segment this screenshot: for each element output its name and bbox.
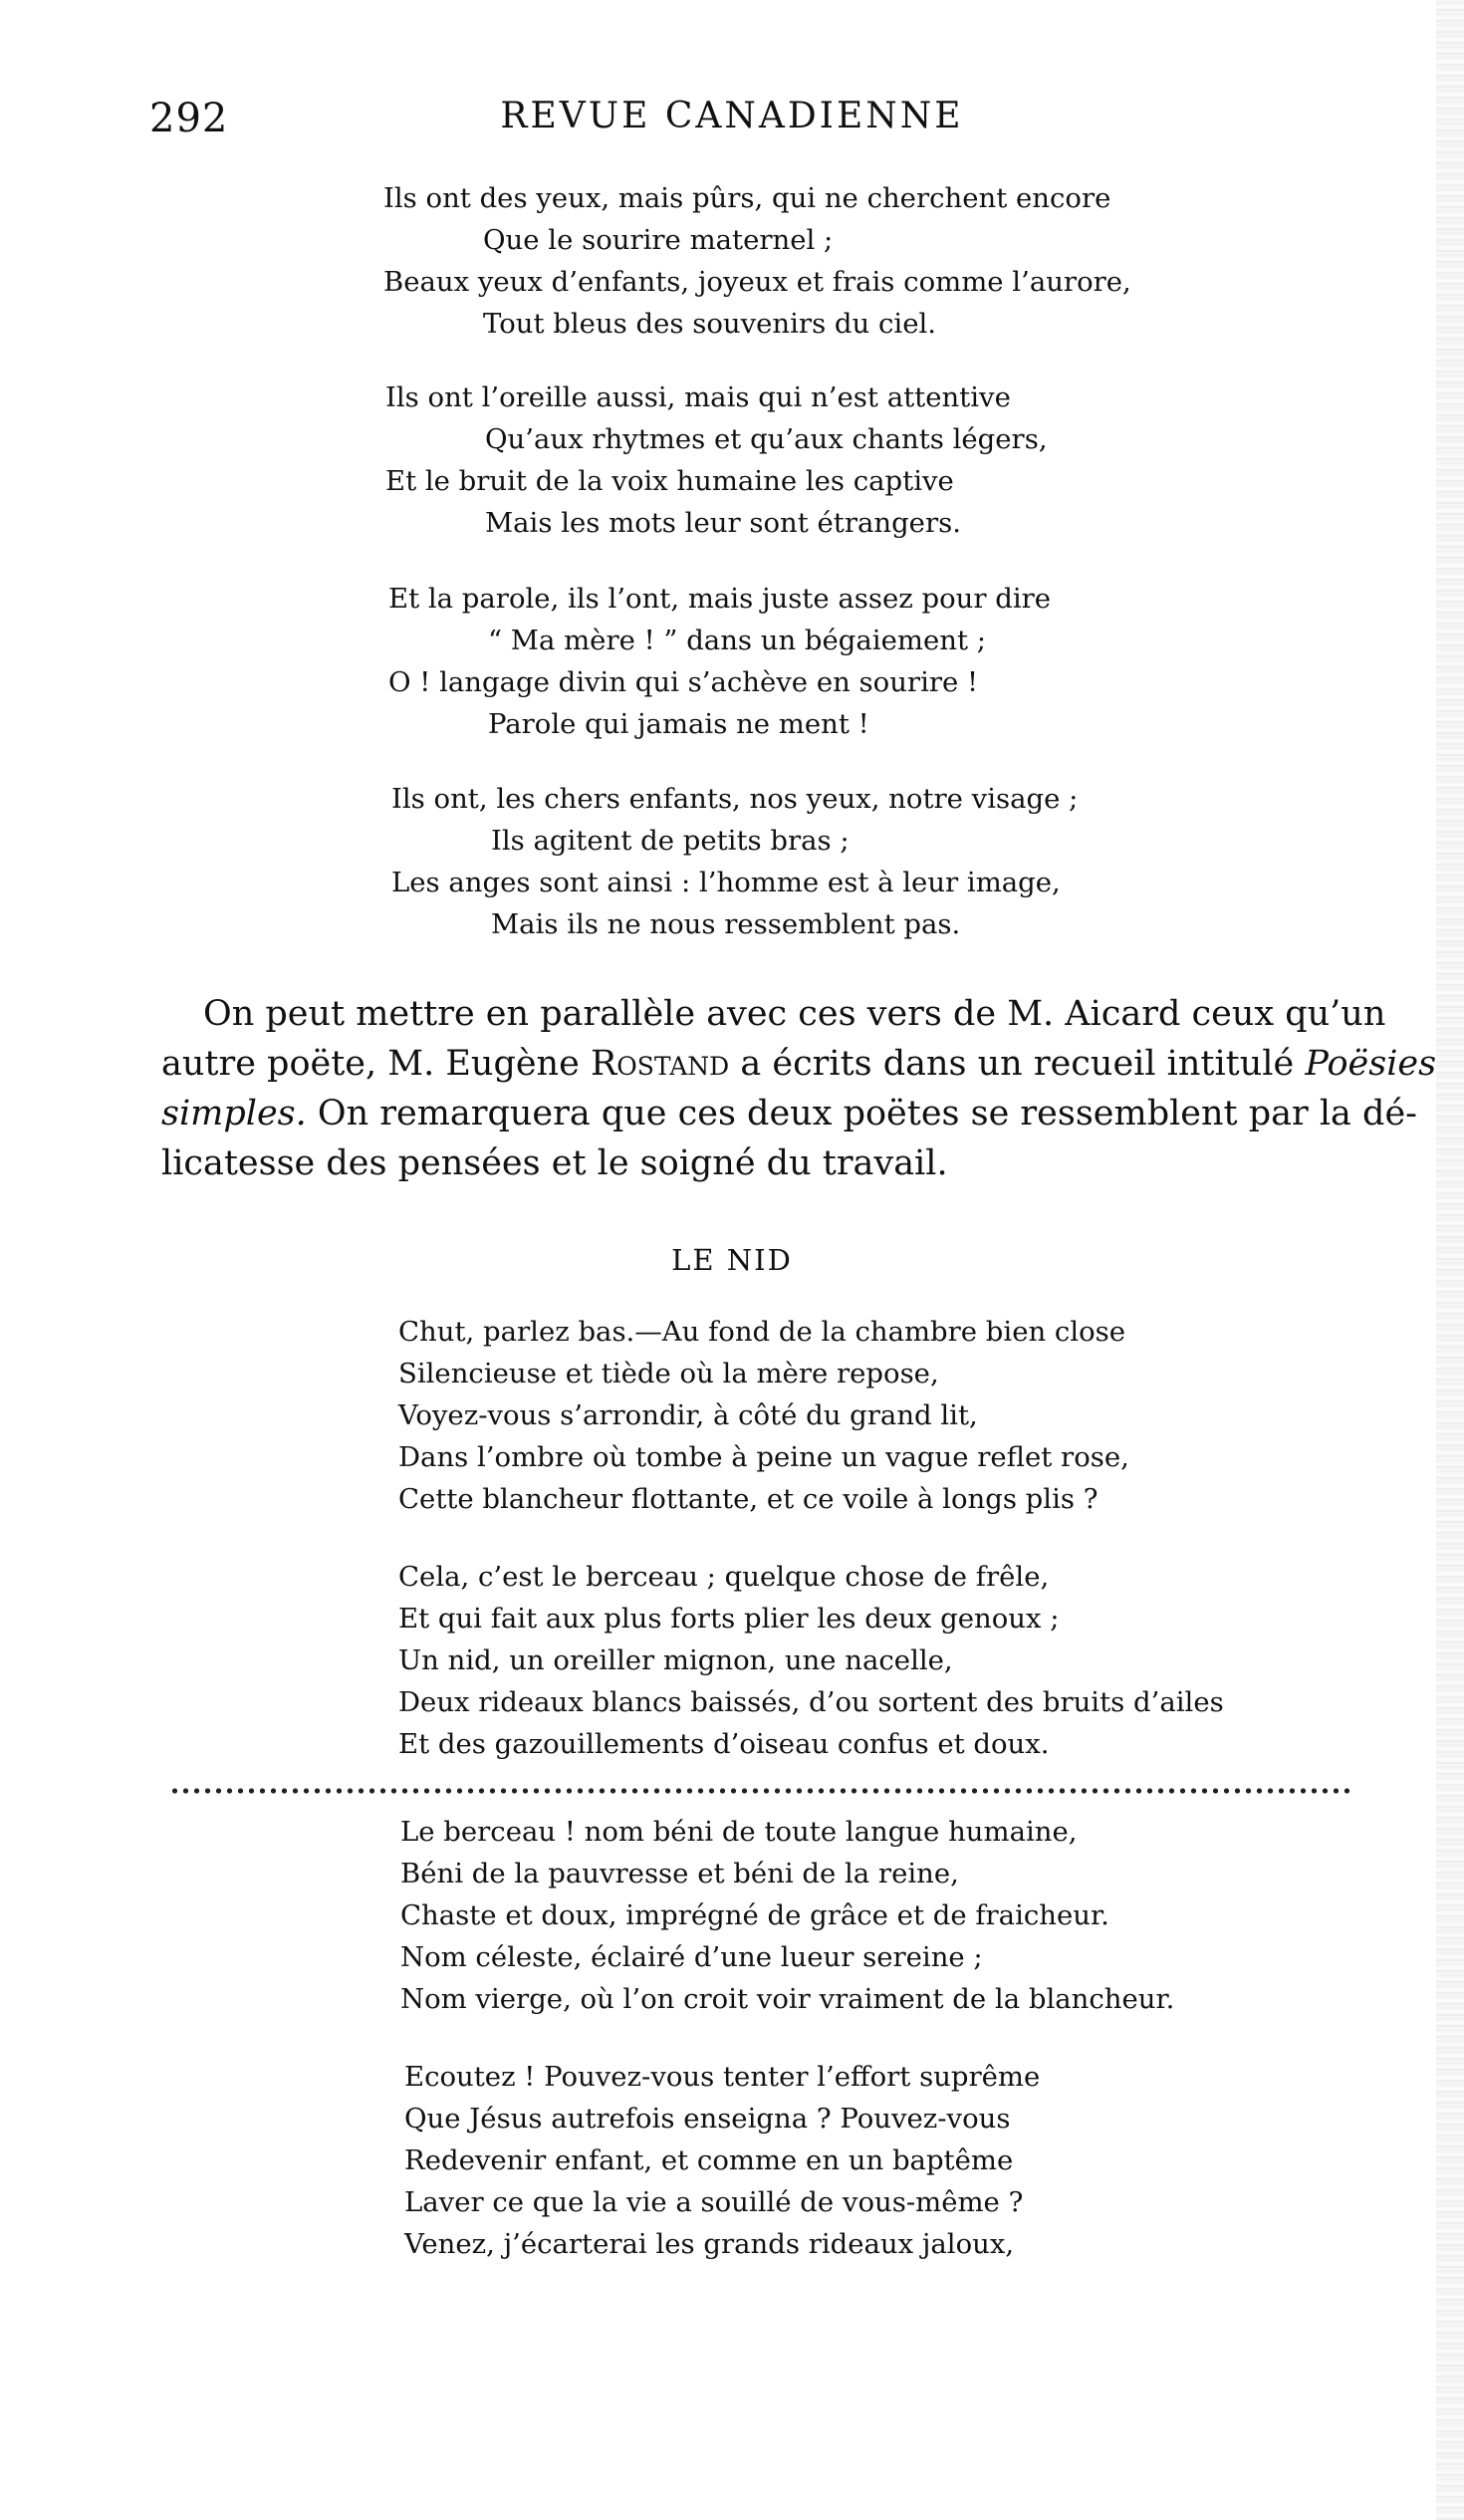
verse-line: Voyez-vous s’arrondir, à côté du grand lit, (398, 1399, 978, 1431)
poem-title: LE NID (671, 1243, 793, 1277)
prose-line (161, 1039, 1437, 1089)
poem2-stanza-3 (400, 1811, 1174, 2020)
verse-line: Cette blancheur flottante, et ce voile à longs plis ? (398, 1483, 1098, 1515)
verse-line: Qu’aux rhytmes et qu’aux chants légers, (485, 423, 1048, 455)
verse-line: Les anges sont ainsi : l’homme est à leur image, (391, 867, 1061, 898)
verse-line: Beaux yeux d’enfants, joyeux et frais comme l’aurore, (383, 266, 1131, 298)
verse-line: Le berceau ! nom béni de toute langue humaine, (400, 1816, 1078, 1848)
verse-line: Cela, c’est le berceau ; quelque chose de frêle, (398, 1561, 1050, 1593)
verse-line: Nom vierge, où l’on croit voir vraiment de la blancheur. (400, 1983, 1175, 2015)
author-name: Rostand (590, 1044, 730, 1084)
verse-line: Chaste et doux, imprégné de grâce et de fraicheur. (400, 1899, 1109, 1931)
verse-line: Venez, j’écarterai les grands rideaux jaloux, (404, 2228, 1015, 2260)
poem1-stanza-2 (385, 377, 1048, 544)
verse-line: Parole qui jamais ne ment ! (488, 708, 869, 740)
prose-line: licatesse des pensées et le soigné du travail. (161, 1143, 948, 1183)
poem1-stanza-4 (391, 778, 1078, 945)
verse-line: O ! langage divin qui s’achève en sourire ! (388, 666, 979, 698)
poem2-stanza-1 (398, 1311, 1129, 1520)
running-head: REVUE CANADIENNE (500, 96, 964, 136)
verse-line: Ils ont des yeux, mais pûrs, qui ne cherchent encore (383, 182, 1111, 214)
verse-line: Nom céleste, éclairé d’une lueur sereine ; (400, 1941, 983, 1973)
verse-line: Et des gazouillements d’oiseau confus et doux. (398, 1728, 1050, 1760)
verse-line: Ils ont l’oreille aussi, mais qui n’est attentive (385, 381, 1011, 413)
verse-line: Ils agitent de petits bras ; (491, 825, 850, 857)
book-title: simples. (161, 1094, 307, 1134)
ellipsis-divider (169, 1784, 1354, 1798)
prose-line (161, 1089, 1417, 1138)
prose-line: On peut mettre en parallèle avec ces vers de M. Aicard ceux qu’un (203, 994, 1386, 1034)
verse-line: Laver ce que la vie a souillé de vous-même ? (404, 2186, 1024, 2218)
verse-line: Dans l’ombre où tombe à peine un vague reflet rose, (398, 1441, 1129, 1473)
verse-line: Mais ils ne nous ressemblent pas. (491, 908, 961, 940)
verse-line: Mais les mots leur sont étrangers. (485, 507, 961, 539)
verse-line: Tout bleus des souvenirs du ciel. (483, 308, 936, 340)
verse-line: Et la parole, ils l’ont, mais juste assez pour dire (388, 583, 1052, 615)
verse-line: Et le bruit de la voix humaine les captive (385, 465, 954, 497)
poem1-stanza-1 (383, 177, 1131, 345)
poem2-stanza-2 (398, 1556, 1224, 1765)
verse-line: Ecoutez ! Pouvez-vous tenter l’effort suprême (404, 2061, 1041, 2093)
prose-text: On remarquera que ces deux poëtes se ressemblent par la dé- (317, 1094, 1417, 1134)
prose-text: autre poëte, M. Eugène (161, 1044, 580, 1084)
verse-line: Que le sourire maternel ; (483, 224, 834, 256)
verse-line: Et qui fait aux plus forts plier les deux genoux ; (398, 1603, 1060, 1635)
verse-line: Ils ont, les chers enfants, nos yeux, notre visage ; (391, 783, 1079, 815)
scan-edge-shadow (1436, 0, 1464, 2520)
verse-line: Deux rideaux blancs baissés, d’ou sortent des bruits d’ailes (398, 1686, 1224, 1718)
prose-text: a écrits dans un recueil intitulé (740, 1044, 1295, 1084)
verse-line: Un nid, un oreiller mignon, une nacelle, (398, 1644, 953, 1676)
verse-line: Béni de la pauvresse et béni de la reine, (400, 1858, 959, 1890)
prose-paragraph (161, 989, 1437, 1188)
verse-line: Chut, parlez bas.—Au fond de la chambre bien close (398, 1316, 1126, 1348)
verse-line: “ Ma mère ! ” dans un bégaiement ; (488, 625, 986, 656)
verse-line: Redevenir enfant, et comme en un baptême (404, 2144, 1014, 2176)
poem2-stanza-4 (404, 2056, 1040, 2265)
page-number: 292 (149, 96, 229, 141)
book-title: Poësies (1305, 1044, 1437, 1084)
verse-line: Silencieuse et tiède où la mère repose, (398, 1358, 939, 1389)
poem1-stanza-3 (388, 578, 1051, 745)
verse-line: Que Jésus autrefois enseigna ? Pouvez-vous (404, 2103, 1011, 2135)
